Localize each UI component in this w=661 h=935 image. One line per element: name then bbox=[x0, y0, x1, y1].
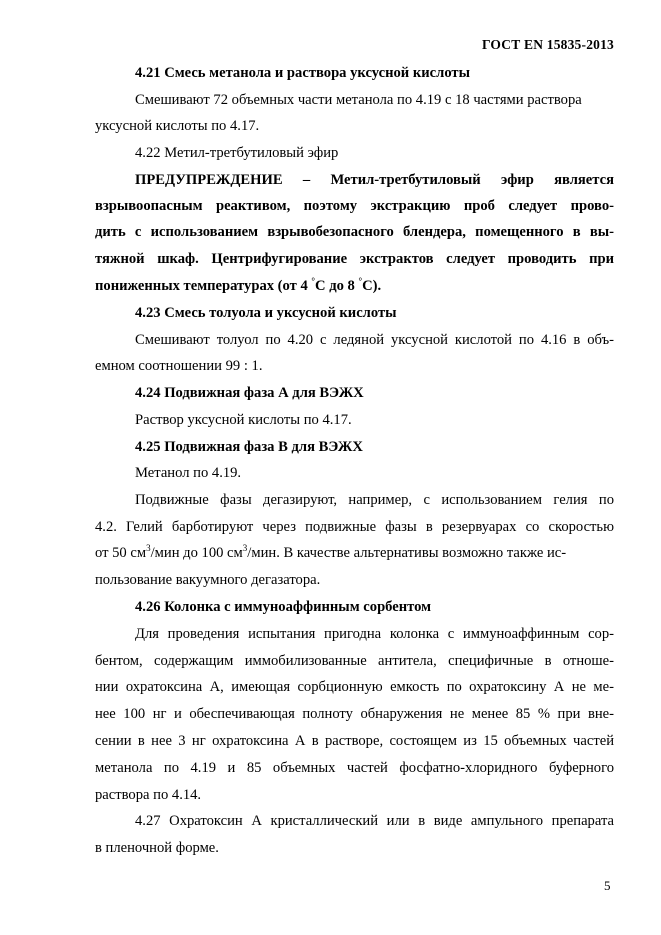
section-4-21-text-line: уксусной кислоты по 4.17. bbox=[95, 118, 260, 134]
section-4-22-heading: 4.22 Метил-третбутиловый эфир bbox=[135, 145, 339, 161]
degassing-text-line bbox=[95, 544, 614, 562]
standard-header: ГОСТ EN 15835-2013 bbox=[481, 37, 614, 52]
section-4-24-heading: 4.24 Подвижная фаза А для ВЭЖХ bbox=[135, 385, 364, 401]
warning-text-line: дить с использованием взрывобезопасного блендера, помещенного в вы- bbox=[95, 224, 614, 240]
section-4-26-heading: 4.26 Колонка с иммуноаффинным сорбентом bbox=[135, 599, 432, 615]
degassing-text-line: Подвижные фазы дегазируют, например, с использованием гелия по bbox=[135, 492, 614, 508]
section-4-25-text-line: Метанол по 4.19. bbox=[135, 465, 242, 481]
warning-text-line bbox=[95, 277, 614, 295]
degassing-text-part: /мин до 100 см bbox=[150, 545, 243, 561]
section-4-26-text-line: метанола по 4.19 и 85 объемных частей фосфатно-хлоридного буферного bbox=[95, 760, 614, 776]
section-4-26-text-line: Для проведения испытания пригодна колонка с иммуноаффинным сор- bbox=[135, 626, 614, 642]
section-4-23-heading: 4.23 Смесь толуола и уксусной кислоты bbox=[135, 305, 397, 321]
page-number: 5 bbox=[604, 878, 611, 893]
section-4-27-text-line: 4.27 Охратоксин А кристаллический или в виде ампульного препарата bbox=[135, 813, 614, 829]
section-4-27-text-line: в пленочной форме. bbox=[95, 840, 219, 856]
section-4-26-text-line: сении в нее 3 нг охратоксина А в растворе, состоящем из 15 объемных частей bbox=[95, 733, 614, 749]
degassing-text-line: пользование вакуумного дегазатора. bbox=[95, 572, 321, 588]
degassing-text-line: 4.2. Гелий барботируют через подвижные фазы в резервуарах со скоростью bbox=[95, 519, 614, 535]
degassing-text-part: от 50 см bbox=[95, 545, 147, 561]
warning-text-part: С до 8 bbox=[315, 278, 359, 294]
warning-text-line: ПРЕДУПРЕЖДЕНИЕ – Метил-третбутиловый эфир является bbox=[135, 172, 614, 188]
section-4-25-heading: 4.25 Подвижная фаза В для ВЭЖХ bbox=[135, 439, 363, 455]
section-4-23-text-line: емном соотношении 99 : 1. bbox=[95, 358, 263, 374]
section-4-26-text-line: бентом, содержащим иммобилизованные антитела, специфичные в отноше- bbox=[95, 653, 614, 669]
section-4-21-text-line: Смешивают 72 объемных части метанола по 4.19 с 18 частями раствора bbox=[135, 92, 582, 108]
warning-text-line: тяжной шкаф. Центрифугирование экстрактов следует проводить при bbox=[95, 251, 614, 267]
degassing-text-part: /мин. В качестве альтернативы возможно также ис- bbox=[247, 545, 567, 561]
superscript-3: 3 bbox=[242, 543, 248, 554]
section-4-26-text-line: нее 100 нг и обеспечивающая полноту обнаружения не менее 85 % при вне- bbox=[95, 706, 614, 722]
section-4-23-text-line: Смешивают толуол по 4.20 с ледяной уксусной кислотой по 4.16 в объ- bbox=[135, 332, 614, 348]
section-4-26-text-line: нии охратоксина А, имеющая сорбционную емкость по охратоксину А не ме- bbox=[95, 679, 614, 695]
degree-sign: ° bbox=[311, 276, 316, 287]
section-4-26-text-line: раствора по 4.14. bbox=[95, 787, 202, 803]
warning-text-part: пониженных температурах (от 4 bbox=[95, 278, 312, 294]
warning-text-part: С). bbox=[362, 278, 382, 294]
degree-sign: ° bbox=[358, 276, 363, 287]
section-4-21-heading: 4.21 Смесь метанола и раствора уксусной кислоты bbox=[135, 65, 470, 81]
section-4-24-text-line: Раствор уксусной кислоты по 4.17. bbox=[135, 412, 352, 428]
warning-text-line: взрывоопасным реактивом, поэтому экстракцию проб следует прово- bbox=[95, 198, 614, 214]
superscript-3: 3 bbox=[146, 543, 151, 554]
